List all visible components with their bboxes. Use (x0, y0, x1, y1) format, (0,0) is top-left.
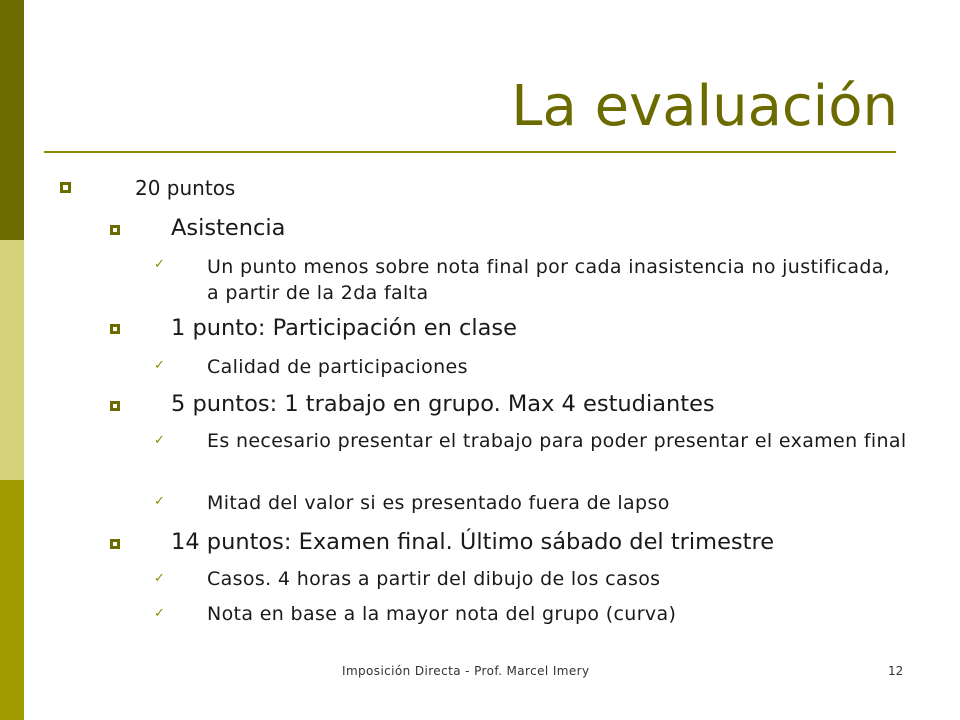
bullet-asistencia-detail: Un punto menos sobre nota final por cada inasistencia no justificada, a partir de la 2da falta (207, 256, 891, 304)
bullet-trabajo-detail-2: Mitad del valor si es presentado fuera de lapso (207, 492, 670, 514)
square-bullet-icon (110, 539, 120, 549)
side-bar-middle (0, 240, 24, 480)
side-bar-bottom (0, 480, 24, 720)
check-bullet-icon: ✓ (154, 433, 165, 448)
bullet-examen: 14 puntos: Examen final. Último sábado del trimestre (171, 529, 775, 555)
check-bullet-icon: ✓ (154, 494, 165, 509)
bullet-participacion-detail: Calidad de participaciones (207, 356, 468, 378)
bullet-asistencia: Asistencia (171, 215, 286, 241)
bullet-examen-detail-1: Casos. 4 horas a partir del dibujo de los casos (207, 568, 661, 590)
square-bullet-icon (110, 225, 120, 235)
square-bullet-icon (110, 324, 120, 334)
check-bullet-icon: ✓ (154, 606, 165, 621)
footer-text: Imposición Directa - Prof. Marcel Imery (342, 664, 590, 678)
bullet-participacion: 1 punto: Participación en clase (171, 315, 517, 341)
square-bullet-icon (110, 401, 120, 411)
slide-title: La evaluación (511, 74, 898, 139)
bullet-trabajo: 5 puntos: 1 trabajo en grupo. Max 4 estudiantes (171, 391, 715, 417)
page-number: 12 (888, 664, 904, 678)
check-bullet-icon: ✓ (154, 257, 165, 272)
side-bar-top (0, 0, 24, 240)
check-bullet-icon: ✓ (154, 358, 165, 373)
square-bullet-icon (60, 182, 71, 193)
bullet-trabajo-detail-1: Es necesario presentar el trabajo para poder presentar el examen final (207, 430, 907, 452)
bullet-main: 20 puntos (135, 176, 236, 200)
check-bullet-icon: ✓ (154, 571, 165, 586)
bullet-examen-detail-2: Nota en base a la mayor nota del grupo (curva) (207, 603, 677, 625)
title-divider (44, 151, 896, 153)
